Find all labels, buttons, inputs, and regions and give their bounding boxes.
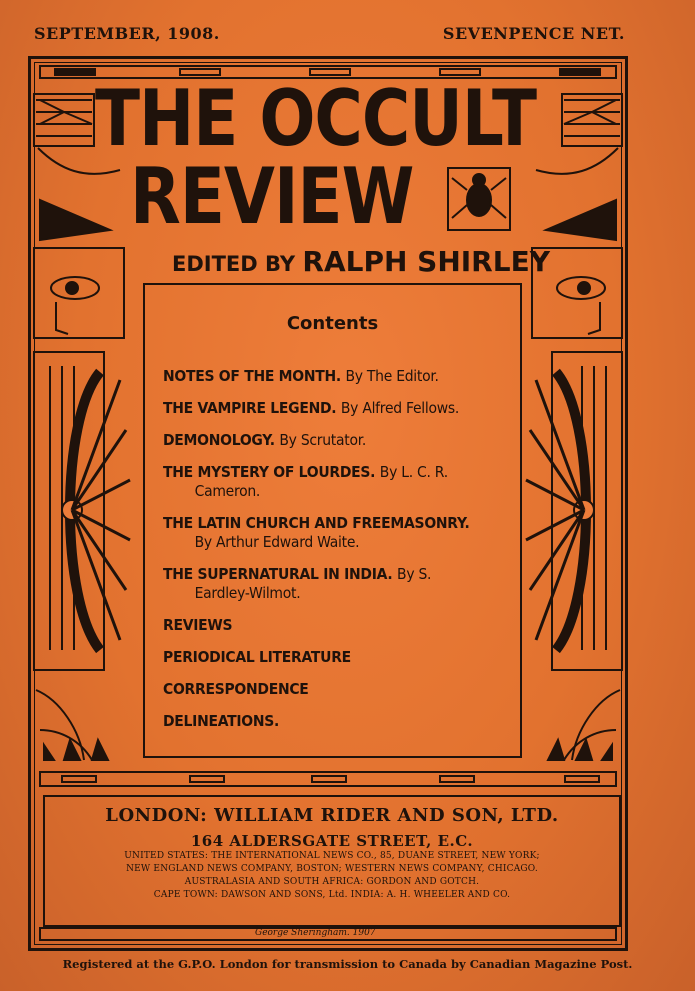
toc-entry-title: REVIEWS xyxy=(163,616,233,634)
publisher-name: LONDON: WILLIAM RIDER AND SON, LTD. xyxy=(105,805,559,826)
toc-entry xyxy=(163,712,488,731)
agent-line: NEW ENGLAND NEWS COMPANY, BOSTON; WESTERN NEWS COMPANY, CHICAGO. xyxy=(126,864,538,874)
artist-signature: George Sheringham. 1907 xyxy=(255,928,376,938)
publisher-address: 164 ALDERSGATE STREET, E.C. xyxy=(190,832,474,850)
publisher-box xyxy=(43,795,621,927)
agent-line: CAPE TOWN: DAWSON AND SONS, Ltd. INDIA: A. H. WHEELER AND CO. xyxy=(153,890,511,900)
toc-entry xyxy=(163,565,488,603)
left-ornament-column xyxy=(34,94,130,760)
masthead-subtitle: REVIEW xyxy=(130,150,414,242)
edited-by-label: EDITED BY xyxy=(172,252,296,276)
toc-entry-continuation: By Arthur Edward Waite. xyxy=(194,533,360,551)
masthead-title: THE OCCULT xyxy=(95,72,537,164)
toc-entry xyxy=(163,367,488,386)
toc-entry-title: THE MYSTERY OF LOURDES. xyxy=(163,463,376,481)
right-ornament-column xyxy=(526,94,622,760)
scarab-icon xyxy=(448,168,510,230)
registration-notice: Registered at the G.P.O. London for transmission to Canada by Canadian Magazine Post. xyxy=(62,957,633,971)
toc-entry-author: By The Editor. xyxy=(345,367,439,385)
editor-credit xyxy=(172,245,550,278)
editor-name: RALPH SHIRLEY xyxy=(302,245,550,278)
toc-entry-title: CORRESPONDENCE xyxy=(163,680,309,698)
toc-entry-title: DEMONOLOGY. xyxy=(163,431,275,449)
toc-entry xyxy=(163,399,488,418)
contents-heading: Contents xyxy=(286,313,379,334)
contents-box xyxy=(143,283,522,758)
toc-entry xyxy=(163,616,488,635)
toc-entry-title: THE LATIN CHURCH AND FREEMASONRY. xyxy=(163,514,470,532)
agent-line: AUSTRALASIA AND SOUTH AFRICA: GORDON AND GOTCH. xyxy=(184,877,480,887)
toc-entry-title: THE SUPERNATURAL IN INDIA. xyxy=(163,565,393,583)
table-of-contents xyxy=(163,367,512,744)
toc-entry xyxy=(163,431,488,450)
toc-entry-title: NOTES OF THE MONTH. xyxy=(163,367,341,385)
toc-entry-author: By L. C. R. xyxy=(379,463,448,481)
toc-entry xyxy=(163,648,488,667)
toc-entry xyxy=(163,463,488,501)
issue-date: SEPTEMBER, 1908. xyxy=(34,24,220,43)
toc-entry-continuation: Cameron. xyxy=(194,482,261,500)
toc-entry-author: By Alfred Fellows. xyxy=(340,399,460,417)
toc-entry-continuation: Eardley-Wilmot. xyxy=(194,584,301,602)
toc-entry xyxy=(163,680,488,699)
toc-entry-author: By S. xyxy=(397,565,432,583)
agent-line: UNITED STATES: THE INTERNATIONAL NEWS CO., 85, DUANE STREET, NEW YORK; xyxy=(124,851,540,861)
toc-entry-title: THE VAMPIRE LEGEND. xyxy=(163,399,337,417)
toc-entry xyxy=(163,514,488,552)
toc-entry-title: PERIODICAL LITERATURE xyxy=(163,648,351,666)
toc-entry-title: DELINEATIONS. xyxy=(163,712,280,730)
issue-price: SEVENPENCE NET. xyxy=(442,24,625,43)
toc-entry-author: By Scrutator. xyxy=(279,431,367,449)
